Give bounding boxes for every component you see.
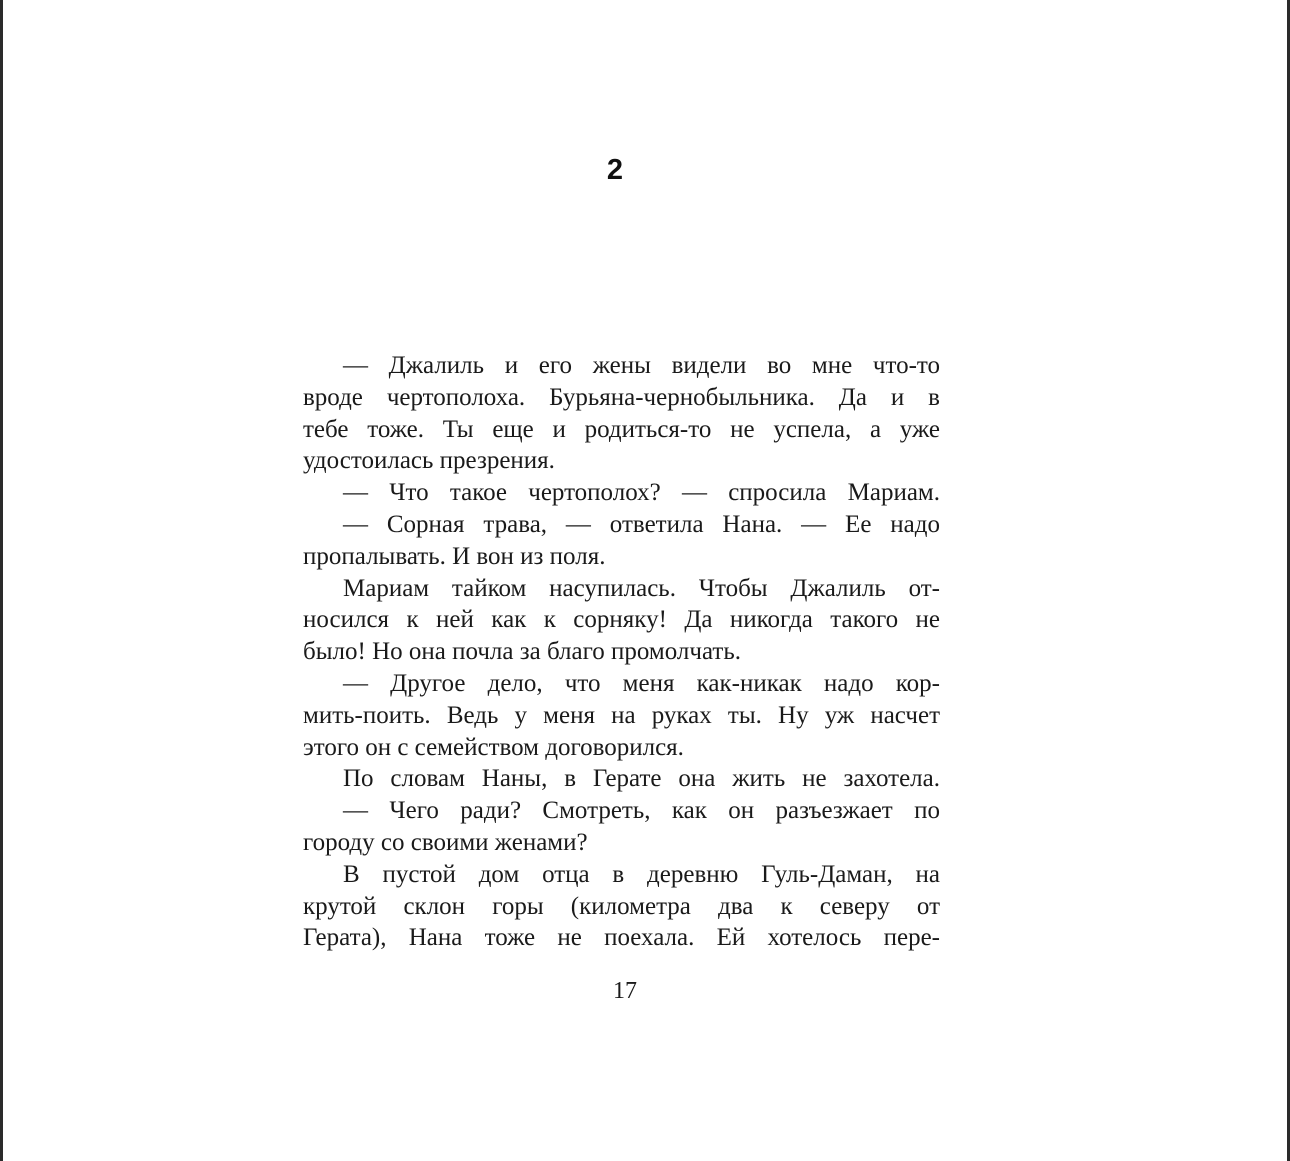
text-line: этого он с семейством договорился. [303,733,684,761]
text-line: было! Но она почла за благо промолчать. [303,638,741,666]
chapter-number: 2 [606,154,624,186]
text-line: — Чего ради? Смотреть, как он разъезжает по [343,797,940,825]
text-line: удостоилась презрения. [303,447,555,475]
text-line: пропалывать. И вон из поля. [303,542,606,570]
text-line: тебе тоже. Ты еще и родиться-то не успела, а уже [303,415,940,443]
text-line: — Сорная трава, — ответила Нана. — Ее надо [343,510,940,538]
text-line: По словам Наны, в Герате она жить не захотела. [343,765,940,793]
text-line: В пустой дом отца в деревню Гуль-Даман, на [343,860,940,888]
text-line: вроде чертополоха. Бурьяна-чернобыльника. Да и в [303,383,940,411]
text-line: Герата), Нана тоже не поехала. Ей хотелось пере- [303,924,940,952]
text-line: — Что такое чертополох? — спросила Мариам. [343,479,940,507]
text-line: — Другое дело, что меня как-никак надо кор- [343,669,940,697]
page-number: 17 [613,978,637,1004]
text-line: мить-поить. Ведь у меня на руках ты. Ну уж насчет [303,701,940,729]
text-line: — Джалиль и его жены видели во мне что-то [343,352,940,379]
scan-left-edge [0,0,3,1161]
text-line: Мариам тайком насупилась. Чтобы Джалиль от- [343,574,940,602]
body-text [303,350,940,954]
text-line: городу со своими женами? [303,828,588,856]
text-line: крутой склон горы (километра два к северу от [303,892,940,920]
text-line: носился к ней как к сорняку! Да никогда такого не [303,606,940,634]
